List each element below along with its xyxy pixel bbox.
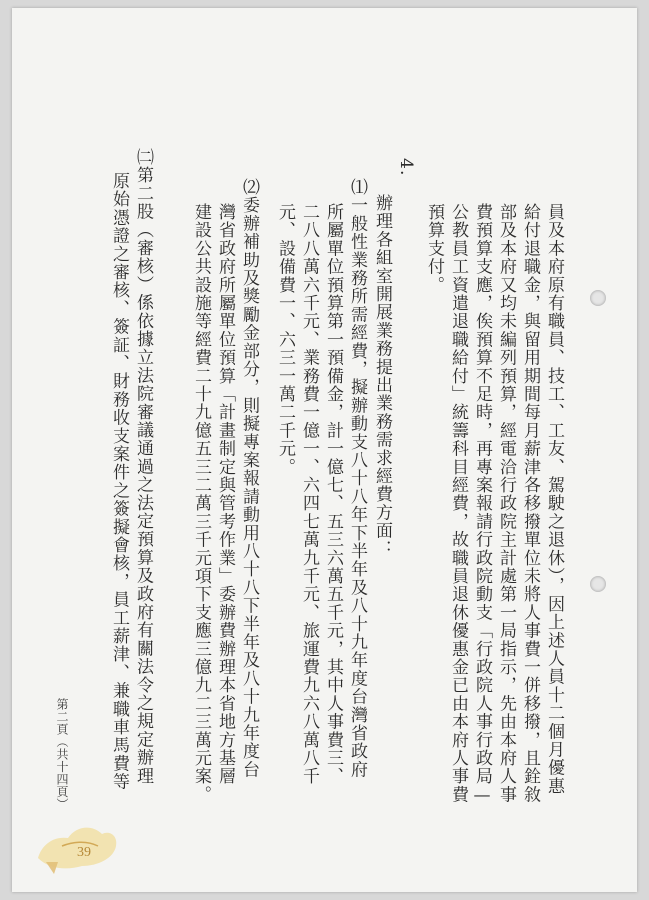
text-column-4: 費預算支應，俟預算不足時，再專案報請行政院動支「行政院人事行政局—: [472, 203, 492, 807]
text-column-5: 公教員工資遣退職給付」統籌科目經費，故職員退休優惠金已由本府人事費: [448, 203, 468, 804]
text-column-1: 員及本府原有職員、技工、工友、駕駛之退休），因上述人員十二個月優惠: [544, 203, 564, 796]
text-column-3: 部及本府又均未編列預算，經電洽行政院主計處第一局指示，先由本府人事: [496, 203, 516, 804]
subitem-2-line-3: 建設公共設施等經費二十九億五三二萬三千元項下支應三億九二三萬元案。: [191, 203, 211, 804]
section-2-line-1: ㈡第二股（審核）係依據立法院審議通過之法定預算及政府有關法令之規定辦理: [133, 148, 153, 785]
subitem-1-line-3: 二八八萬六千元、業務費一億一、六四七萬九千元、旅運費九六八萬八千: [299, 203, 319, 786]
subitem-2-line-1: ⑵委辦補助及獎勵金部分，則擬專案報請動用八十八下半年及八十九年度台: [239, 178, 259, 779]
subitem-1-line-2: 所屬單位預算第一預備金，計一億七、五三六萬五千元，其中人事費三、: [323, 203, 343, 786]
archive-logo-number: 39: [77, 845, 91, 860]
section-2-line-2: 原始憑證之審核、簽証、財務收支案件之簽擬會核，員工薪津、兼職車馬費等: [109, 172, 129, 791]
item-4-number: 4.: [396, 158, 416, 177]
document-page: [12, 8, 637, 892]
page-number-footer: 第二頁（共十四頁）: [55, 698, 69, 811]
archive-logo: [32, 816, 120, 876]
text-column-2: 給付退職金，與留用期間每月薪津各移撥單位未將人事費一併移撥，且銓敘: [520, 203, 540, 804]
subitem-2-line-2: 灣省政府所屬單位預算「計畫制定與管考作業」委辦費辦理本省地方基層: [215, 203, 235, 786]
subitem-1-line-4: 元、設備費一、六三一萬二千元。: [275, 203, 295, 476]
item-4-heading: 辦理各組室開展業務提出業務需求經費方面：: [372, 194, 392, 558]
subitem-1-line-1: ⑴一般性業務所需經費，擬辦動支八十八年下半年及八十九年度台灣省政府: [347, 178, 367, 779]
text-column-6: 預算支付。: [424, 203, 444, 294]
binding-hole-bottom: [590, 576, 606, 592]
binding-hole-top: [590, 290, 606, 306]
